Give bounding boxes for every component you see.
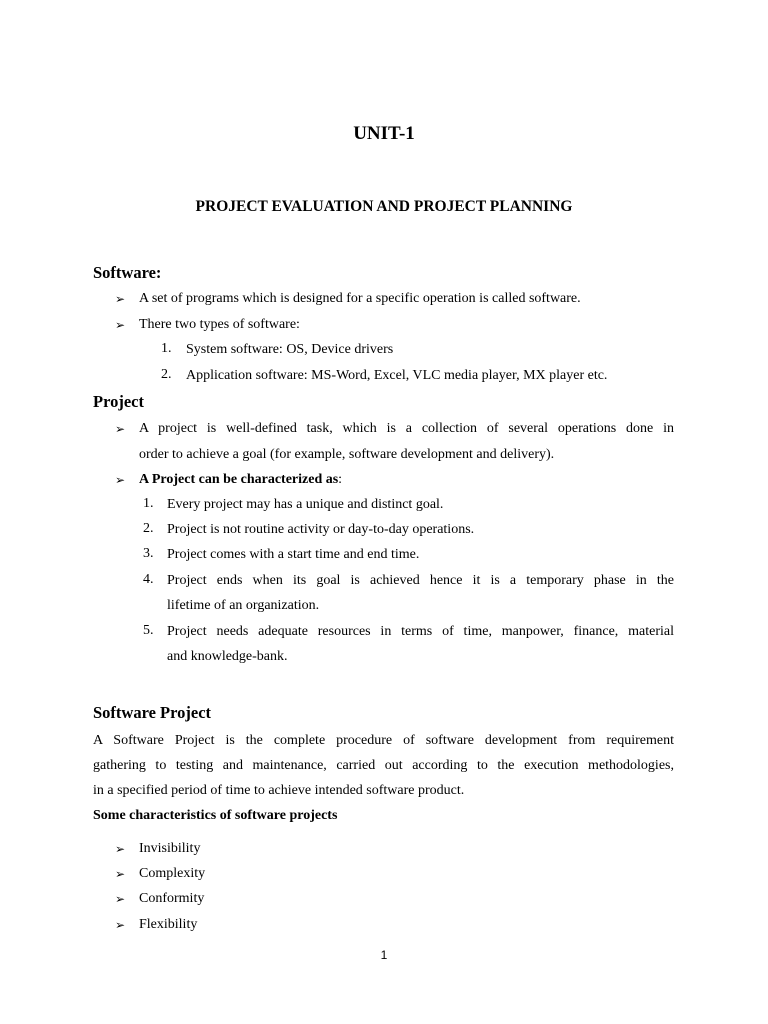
characteristic-number: 5. [143, 623, 154, 638]
software-project-subheading: Some characteristics of software projects [93, 808, 338, 823]
characteristic-5-line-1: Project needs adequate resources in terms of time, manpower, finance, material [167, 624, 674, 639]
project-bullet-1-line-2: order to achieve a goal (for example, software development and delivery). [139, 447, 555, 462]
bullet-arrow-icon: ➢ [115, 867, 126, 881]
project-characterized-label: A Project can be characterized as [139, 472, 339, 487]
bullet-arrow-icon: ➢ [115, 292, 126, 306]
project-bullet-2 [139, 467, 342, 492]
characteristic-4-line-1: Project ends when its goal is achieved hence it is a temporary phase in the [167, 573, 674, 588]
bullet-arrow-icon: ➢ [115, 318, 126, 332]
software-heading: Software: [93, 263, 162, 282]
characteristic-number: 4. [143, 572, 154, 587]
characteristic-4-line-2: lifetime of an organization. [167, 598, 320, 613]
software-bullet-1: A set of programs which is designed for a specific operation is called software. [139, 291, 581, 306]
unit-title: UNIT-1 [353, 123, 415, 144]
software-type-1: System software: OS, Device drivers [186, 342, 394, 357]
characteristic-2: Project is not routine activity or day-to-day operations. [167, 522, 475, 537]
software-type-number: 1. [161, 341, 172, 356]
software-bullet-2: There two types of software: [139, 317, 300, 332]
characteristic-number: 2. [143, 521, 154, 536]
project-characterized-colon: : [338, 472, 343, 487]
page-number: 1 [380, 948, 388, 962]
software-type-number: 2. [161, 367, 172, 382]
bullet-arrow-icon: ➢ [115, 918, 126, 932]
bullet-arrow-icon: ➢ [115, 892, 126, 906]
project-heading: Project [93, 392, 144, 411]
project-bullet-1-line-1: A project is well-defined task, which is a collection of several operations done in [139, 421, 674, 436]
characteristic-3: Project comes with a start time and end time. [167, 547, 420, 562]
characteristic-number: 1. [143, 496, 154, 511]
bullet-arrow-icon: ➢ [115, 473, 126, 487]
bullet-arrow-icon: ➢ [115, 842, 126, 856]
characteristic-5-line-2: and knowledge-bank. [167, 649, 288, 664]
software-project-heading: Software Project [93, 703, 212, 722]
sp-item-invisibility: Invisibility [139, 841, 201, 856]
bullet-arrow-icon: ➢ [115, 422, 126, 436]
main-title: PROJECT EVALUATION AND PROJECT PLANNING [195, 198, 573, 215]
characteristic-number: 3. [143, 546, 154, 561]
software-project-para-line-2: gathering to testing and maintenance, carried out according to the execution methodologies, [93, 758, 674, 773]
characteristic-1: Every project may has a unique and distinct goal. [167, 497, 444, 512]
sp-item-flexibility: Flexibility [139, 917, 198, 932]
software-project-para-line-3: in a specified period of time to achieve intended software product. [93, 783, 465, 798]
sp-item-conformity: Conformity [139, 891, 205, 906]
sp-item-complexity: Complexity [139, 866, 206, 881]
software-type-2: Application software: MS-Word, Excel, VLC media player, MX player etc. [186, 368, 608, 383]
software-project-para-line-1: A Software Project is the complete procedure of software development from requirement [93, 733, 674, 748]
